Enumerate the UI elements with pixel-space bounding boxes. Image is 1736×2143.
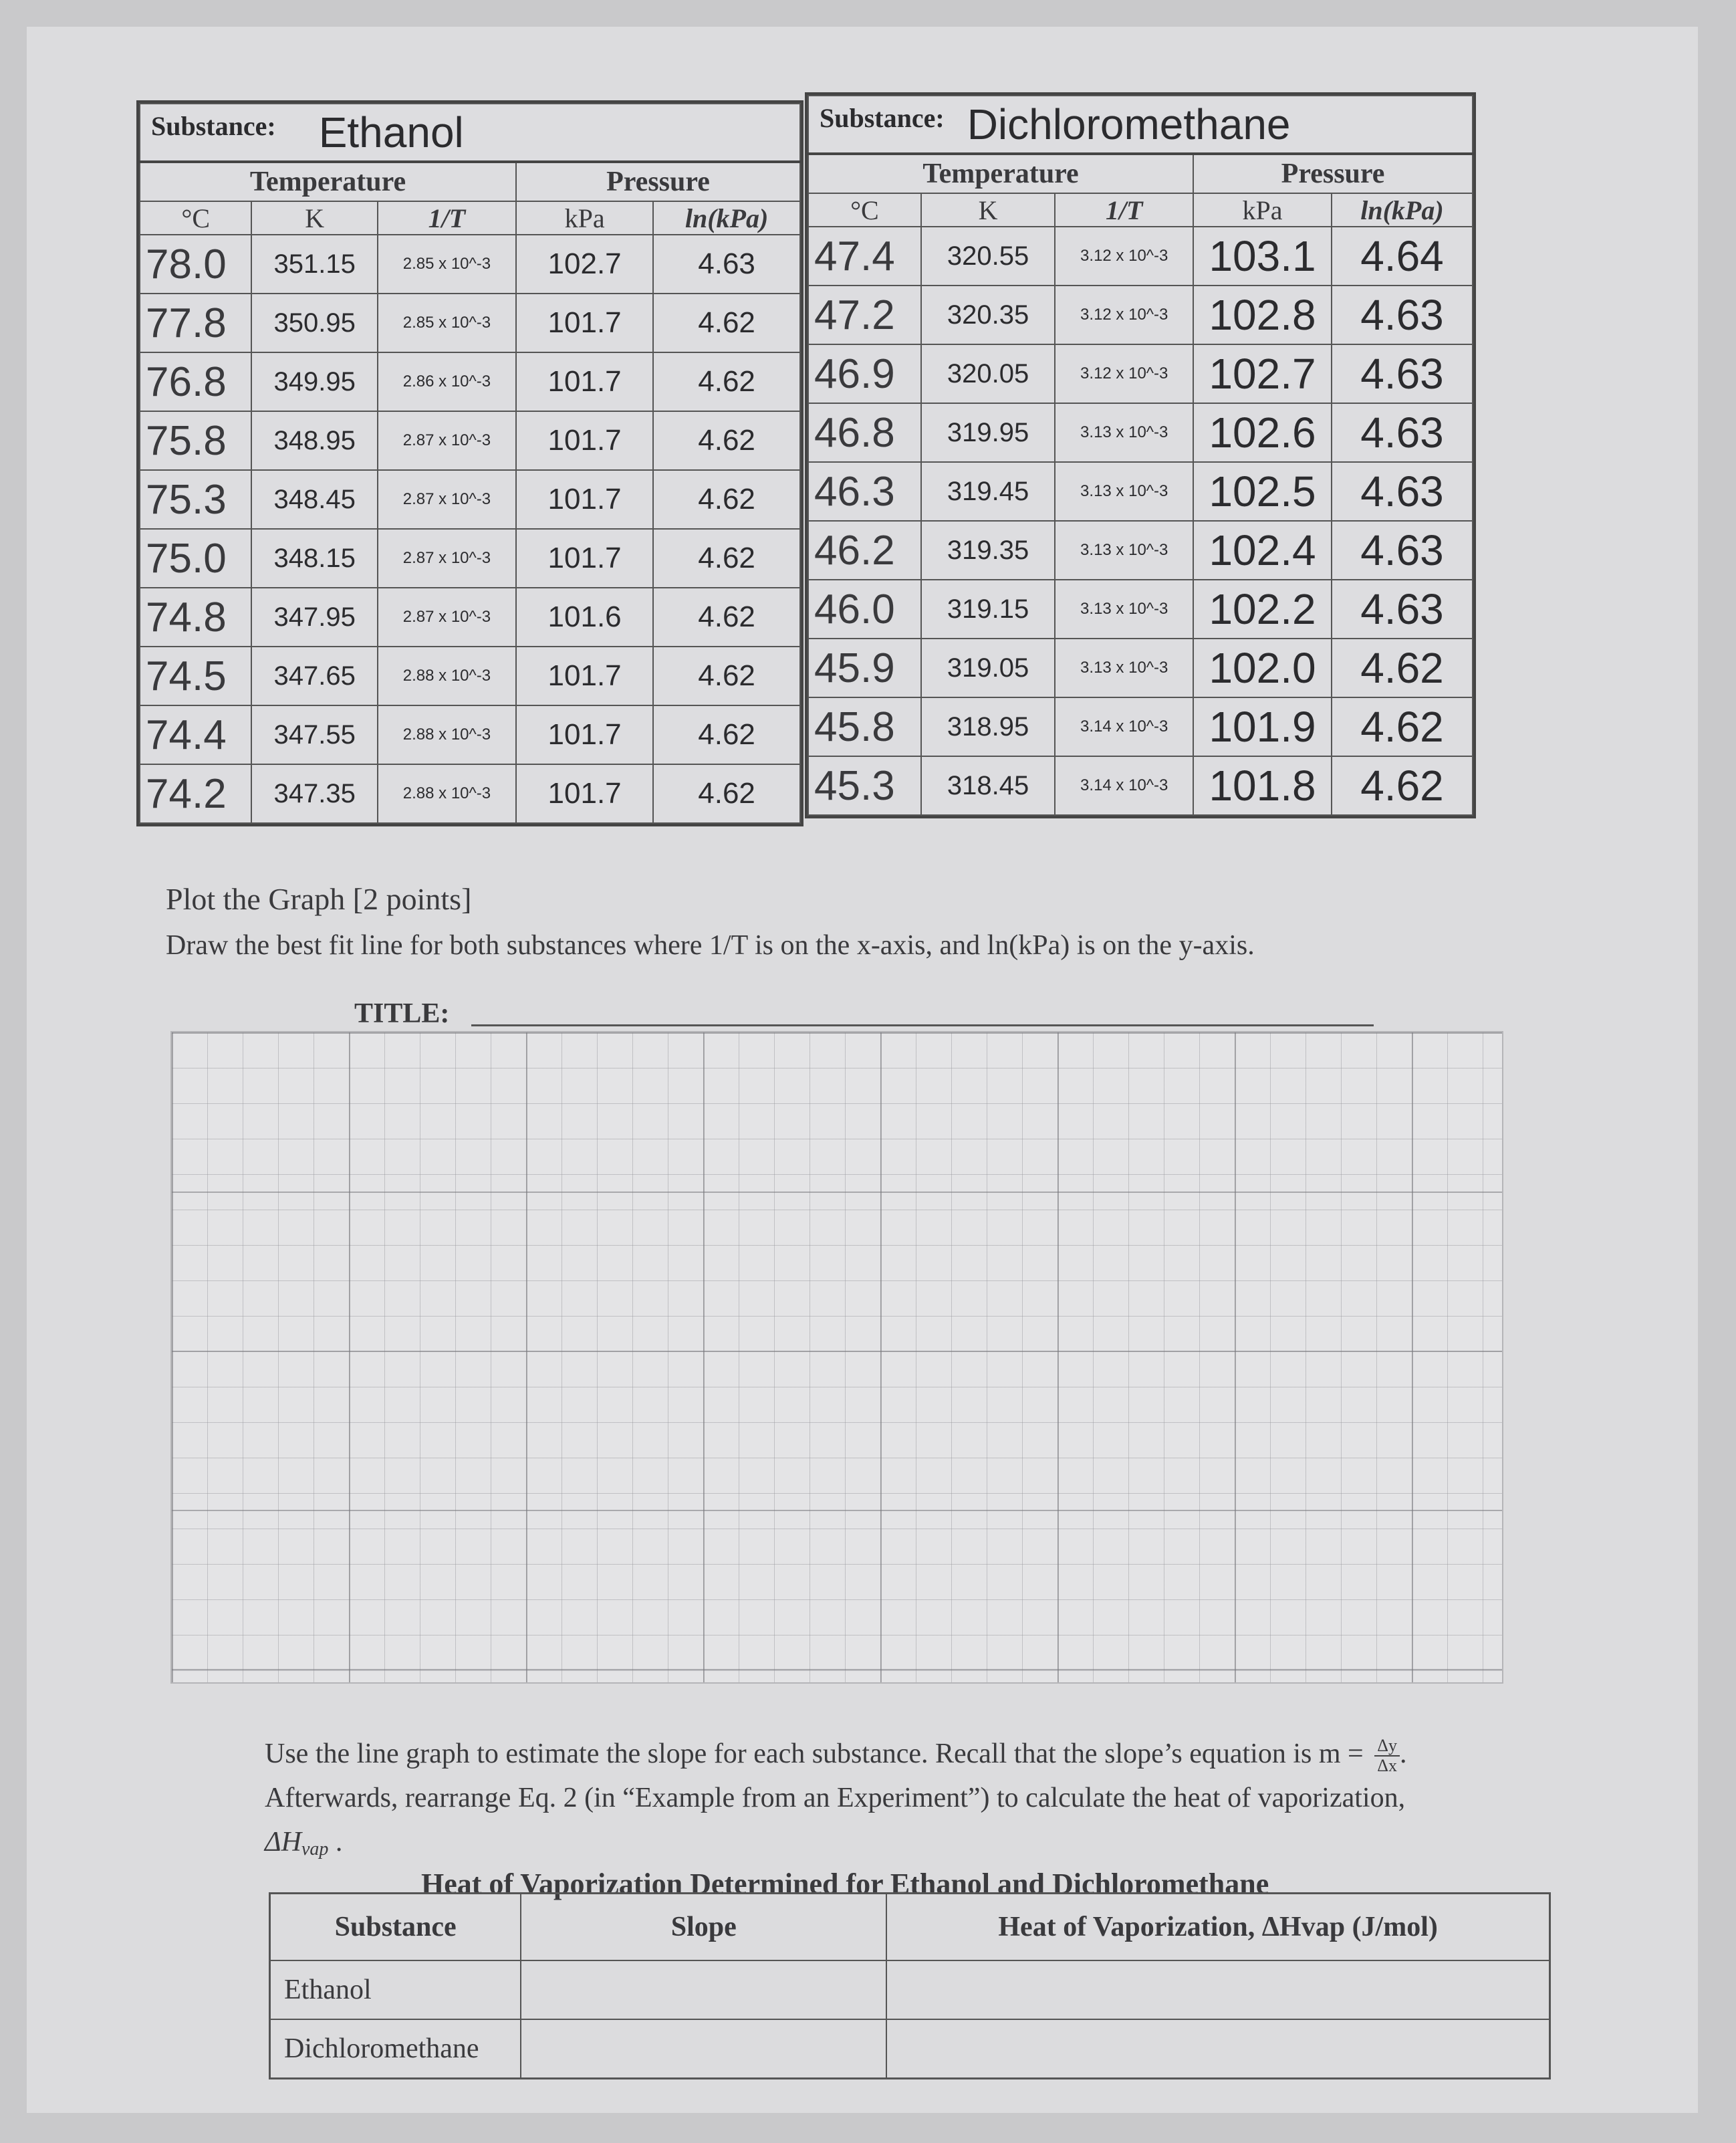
kelvin-cell: 347.95 <box>251 588 377 647</box>
table-row <box>808 756 1473 815</box>
table-row <box>808 403 1473 462</box>
table-row <box>140 529 800 588</box>
table-row <box>270 1960 1550 2019</box>
slope-line-3 <box>265 1820 1555 1872</box>
ln-kpa-cell: 4.62 <box>653 352 800 411</box>
inverse-t-cell: 2.88 x 10^-3 <box>378 764 516 823</box>
fraction-denominator: Δx <box>1377 1756 1397 1776</box>
ln-kpa-cell: 4.64 <box>1332 227 1473 286</box>
kelvin-cell: 319.95 <box>921 403 1055 462</box>
celsius-cell: 77.8 <box>140 294 251 352</box>
substance-label: Substance: <box>151 110 276 141</box>
kpa-cell: 101.7 <box>516 529 653 588</box>
inverse-t-cell: 3.13 x 10^-3 <box>1055 403 1193 462</box>
kelvin-cell: 318.95 <box>921 697 1055 756</box>
celsius-cell: 74.8 <box>140 588 251 647</box>
slope-instructions <box>265 1732 1555 1872</box>
table-row <box>808 639 1473 697</box>
inverse-t-cell: 2.85 x 10^-3 <box>378 294 516 352</box>
inverse-t-cell: 2.85 x 10^-3 <box>378 235 516 294</box>
celsius-cell: 45.8 <box>808 697 921 756</box>
unit-celsius: °C <box>808 193 921 227</box>
kpa-cell: 101.8 <box>1193 756 1332 815</box>
kpa-cell: 102.0 <box>1193 639 1332 697</box>
inverse-t-cell: 2.88 x 10^-3 <box>378 647 516 705</box>
kelvin-cell: 320.35 <box>921 286 1055 344</box>
fraction-numerator: Δy <box>1374 1736 1400 1757</box>
inverse-t-cell: 2.87 x 10^-3 <box>378 470 516 529</box>
plot-heading: Plot the Graph [2 points] <box>166 882 472 916</box>
slope-sentence: Use the line graph to estimate the slope for each substance. Recall that the slope’s equation is m = <box>265 1738 1364 1769</box>
header-substance: Substance <box>270 1894 521 1961</box>
kelvin-cell: 320.05 <box>921 344 1055 403</box>
temperature-group-header: Temperature <box>808 154 1193 193</box>
temperature-group-header: Temperature <box>140 162 516 201</box>
pressure-group-header: Pressure <box>516 162 800 201</box>
inverse-t-cell: 2.86 x 10^-3 <box>378 352 516 411</box>
dichloromethane-data-table <box>805 92 1476 818</box>
kpa-cell: 101.7 <box>516 470 653 529</box>
slope-line-1: Use the line graph to estimate the slope for each substance. Recall that the slope’s equation is m = $\frac{\Delta y}{\Delta x}$ . <box>265 1736 1407 1776</box>
delta-h-symbol: ΔH <box>265 1827 301 1857</box>
ln-kpa-cell: 4.62 <box>653 588 800 647</box>
substance-cell: Ethanol <box>270 1960 521 2019</box>
unit-kpa: kPa <box>1193 193 1332 227</box>
table-row <box>140 294 800 352</box>
kelvin-cell: 347.65 <box>251 647 377 705</box>
celsius-cell: 74.2 <box>140 764 251 823</box>
slope-input-cell[interactable] <box>521 2019 886 2079</box>
celsius-cell: 47.2 <box>808 286 921 344</box>
substance-label: Substance: <box>820 102 945 133</box>
kpa-cell: 102.7 <box>516 235 653 294</box>
celsius-cell: 75.0 <box>140 529 251 588</box>
inverse-t-cell: 3.14 x 10^-3 <box>1055 697 1193 756</box>
inverse-t-cell: 3.14 x 10^-3 <box>1055 756 1193 815</box>
table-row <box>808 697 1473 756</box>
ln-kpa-cell: 4.62 <box>653 764 800 823</box>
heat-input-cell[interactable] <box>886 2019 1549 2079</box>
ln-kpa-cell: 4.62 <box>1332 756 1473 815</box>
ln-kpa-cell: 4.62 <box>653 411 800 470</box>
celsius-cell: 74.5 <box>140 647 251 705</box>
unit-kpa: kPa <box>516 201 653 235</box>
heat-input-cell[interactable] <box>886 1960 1549 2019</box>
celsius-cell: 76.8 <box>140 352 251 411</box>
inverse-t-cell: 2.87 x 10^-3 <box>378 411 516 470</box>
celsius-cell: 75.8 <box>140 411 251 470</box>
plot-instruction: Draw the best fit line for both substances where 1/T is on the x-axis, and ln(kPa) is on the y-axis. <box>166 930 1255 961</box>
kelvin-cell: 319.05 <box>921 639 1055 697</box>
kpa-cell: 102.6 <box>1193 403 1332 462</box>
kpa-cell: 102.4 <box>1193 521 1332 580</box>
inverse-t-cell: 2.88 x 10^-3 <box>378 705 516 764</box>
table-row <box>140 470 800 529</box>
kpa-cell: 101.7 <box>516 352 653 411</box>
kelvin-cell: 351.15 <box>251 235 377 294</box>
kpa-cell: 102.2 <box>1193 580 1332 639</box>
unit-kelvin: K <box>251 201 377 235</box>
table-row <box>140 588 800 647</box>
graph-title-label: TITLE: <box>354 998 450 1029</box>
unit-inverse-t: 1/T <box>378 201 516 235</box>
kpa-cell: 102.5 <box>1193 462 1332 521</box>
ln-kpa-cell: 4.62 <box>653 529 800 588</box>
ln-kpa-cell: 4.63 <box>1332 286 1473 344</box>
kelvin-cell: 349.95 <box>251 352 377 411</box>
table-row <box>808 286 1473 344</box>
ethanol-substance-header <box>140 104 800 162</box>
kelvin-cell: 347.35 <box>251 764 377 823</box>
slope-fraction <box>1374 1736 1400 1775</box>
kelvin-cell: 348.45 <box>251 470 377 529</box>
kpa-cell: 102.8 <box>1193 286 1332 344</box>
ln-kpa-cell: 4.62 <box>653 647 800 705</box>
kpa-cell: 101.9 <box>1193 697 1332 756</box>
unit-inverse-t: 1/T <box>1055 193 1193 227</box>
celsius-cell: 46.0 <box>808 580 921 639</box>
unit-kelvin: K <box>921 193 1055 227</box>
ln-kpa-cell: 4.63 <box>1332 344 1473 403</box>
header-heat-of-vaporization: Heat of Vaporization, ΔHvap (J/mol) <box>886 1894 1549 1961</box>
kelvin-cell: 320.55 <box>921 227 1055 286</box>
ln-kpa-cell: 4.62 <box>653 470 800 529</box>
table-row <box>140 647 800 705</box>
vap-subscript: vap <box>301 1839 329 1859</box>
ln-kpa-cell: 4.63 <box>1332 580 1473 639</box>
heat-table-caption: Heat of Vaporization Determined for Ethanol and Dichloromethane <box>421 1868 1269 1900</box>
ln-kpa-cell: 4.63 <box>1332 403 1473 462</box>
kpa-cell: 101.7 <box>516 647 653 705</box>
header-slope: Slope <box>521 1894 886 1961</box>
celsius-cell: 45.3 <box>808 756 921 815</box>
table-row <box>808 462 1473 521</box>
ln-kpa-cell: 4.63 <box>1332 521 1473 580</box>
ln-kpa-cell: 4.62 <box>653 705 800 764</box>
table-row <box>140 764 800 823</box>
substance-name: Ethanol <box>318 108 464 156</box>
inverse-t-cell: 3.13 x 10^-3 <box>1055 580 1193 639</box>
inverse-t-cell: 3.12 x 10^-3 <box>1055 227 1193 286</box>
slope-line-2: Afterwards, rearrange Eq. 2 (in “Example from an Experiment”) to calculate the heat of vaporization, <box>265 1783 1406 1813</box>
celsius-cell: 46.3 <box>808 462 921 521</box>
celsius-cell: 46.2 <box>808 521 921 580</box>
kelvin-cell: 319.45 <box>921 462 1055 521</box>
worksheet-page <box>27 27 1698 2113</box>
table-row <box>808 344 1473 403</box>
dichloromethane-substance-header <box>808 96 1473 154</box>
inverse-t-cell: 3.13 x 10^-3 <box>1055 521 1193 580</box>
ln-kpa-cell: 4.62 <box>1332 639 1473 697</box>
inverse-t-cell: 3.12 x 10^-3 <box>1055 344 1193 403</box>
graph-paper-grid[interactable] <box>170 1031 1503 1684</box>
slope-input-cell[interactable] <box>521 1960 886 2019</box>
kelvin-cell: 318.45 <box>921 756 1055 815</box>
inverse-t-cell: 2.87 x 10^-3 <box>378 588 516 647</box>
kelvin-cell: 348.15 <box>251 529 377 588</box>
table-row <box>140 235 800 294</box>
kpa-cell: 101.7 <box>516 705 653 764</box>
graph-title-blank-line[interactable] <box>471 1024 1374 1026</box>
inverse-t-cell: 3.12 x 10^-3 <box>1055 286 1193 344</box>
ln-kpa-cell: 4.63 <box>1332 462 1473 521</box>
table-row <box>808 580 1473 639</box>
celsius-cell: 78.0 <box>140 235 251 294</box>
kelvin-cell: 348.95 <box>251 411 377 470</box>
table-row <box>140 352 800 411</box>
celsius-cell: 47.4 <box>808 227 921 286</box>
celsius-cell: 46.8 <box>808 403 921 462</box>
ln-kpa-cell: 4.62 <box>1332 697 1473 756</box>
kelvin-cell: 319.35 <box>921 521 1055 580</box>
pressure-group-header: Pressure <box>1193 154 1473 193</box>
ln-kpa-cell: 4.62 <box>653 294 800 352</box>
kpa-cell: 101.7 <box>516 294 653 352</box>
unit-celsius: °C <box>140 201 251 235</box>
unit-ln-kpa: ln(kPa) <box>1332 193 1473 227</box>
inverse-t-cell: 3.13 x 10^-3 <box>1055 462 1193 521</box>
kpa-cell: 103.1 <box>1193 227 1332 286</box>
kpa-cell: 101.7 <box>516 411 653 470</box>
kelvin-cell: 347.55 <box>251 705 377 764</box>
substance-name: Dichloromethane <box>967 100 1291 148</box>
kpa-cell: 102.7 <box>1193 344 1332 403</box>
ln-kpa-cell: 4.63 <box>653 235 800 294</box>
table-row <box>808 521 1473 580</box>
heat-of-vaporization-table <box>269 1892 1551 2079</box>
table-row <box>270 2019 1550 2079</box>
celsius-cell: 45.9 <box>808 639 921 697</box>
substance-cell: Dichloromethane <box>270 2019 521 2079</box>
inverse-t-cell: 2.87 x 10^-3 <box>378 529 516 588</box>
table-row <box>140 411 800 470</box>
celsius-cell: 46.9 <box>808 344 921 403</box>
inverse-t-cell: 3.13 x 10^-3 <box>1055 639 1193 697</box>
table-row <box>808 227 1473 286</box>
table-row <box>140 705 800 764</box>
kelvin-cell: 350.95 <box>251 294 377 352</box>
unit-ln-kpa: ln(kPa) <box>653 201 800 235</box>
celsius-cell: 74.4 <box>140 705 251 764</box>
kpa-cell: 101.7 <box>516 764 653 823</box>
slope-line-3-end: . <box>335 1827 343 1857</box>
kelvin-cell: 319.15 <box>921 580 1055 639</box>
celsius-cell: 75.3 <box>140 470 251 529</box>
ethanol-data-table <box>136 100 803 826</box>
kpa-cell: 101.6 <box>516 588 653 647</box>
